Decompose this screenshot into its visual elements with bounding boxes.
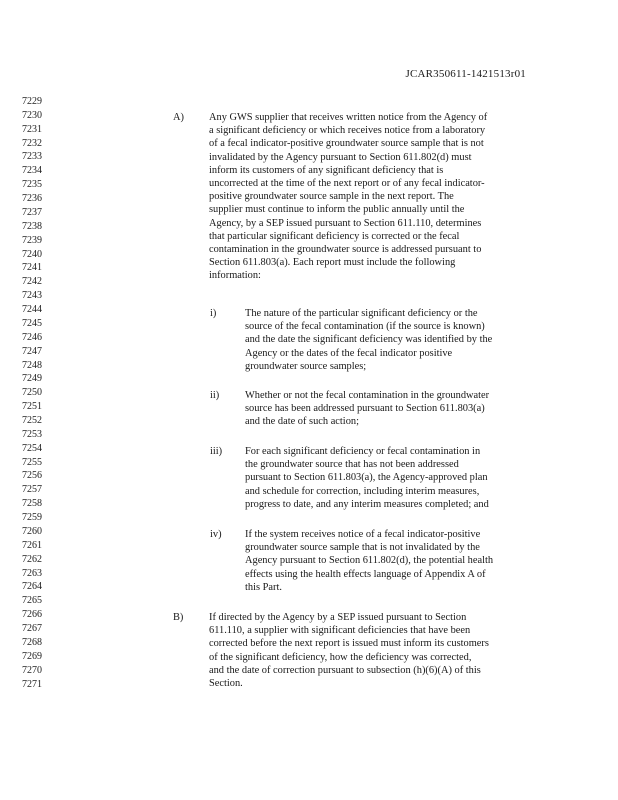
text-line: pursuant to Section 611.803(a), the Agency-approved plan <box>245 472 488 484</box>
text-line: Agency, by a SEP issued pursuant to Section 611.110, determines <box>209 217 482 229</box>
text-line: source has been addressed pursuant to Section 611.803(a) <box>245 403 485 415</box>
text-line: that particular significant deficiency is corrected or the fecal <box>209 230 460 242</box>
line-number: 7262 <box>22 553 42 565</box>
text-line: inform its customers of any significant deficiency that is <box>209 164 444 176</box>
line-number: 7233 <box>22 151 42 163</box>
line-number: 7247 <box>22 345 42 357</box>
line-number: 7250 <box>22 387 42 399</box>
text-line: If the system receives notice of a fecal indicator-positive <box>245 529 481 540</box>
line-number: 7239 <box>22 234 42 246</box>
text-line: the groundwater source that has not been addressed <box>245 459 459 471</box>
line-number: 7264 <box>22 581 42 593</box>
line-number: 7241 <box>22 262 42 274</box>
item-label-iv: iv) <box>210 529 222 540</box>
line-number: 7267 <box>22 623 42 635</box>
line-number: 7265 <box>22 595 42 607</box>
item-label-ii: ii) <box>210 390 220 401</box>
line-number: 7254 <box>22 442 42 454</box>
text-line: progress to date, and any interim measures completed; and <box>245 498 489 510</box>
line-number: 7256 <box>22 470 42 482</box>
section-label-a: A) <box>173 112 184 123</box>
text-line: information: <box>209 270 261 282</box>
text-line: Agency pursuant to Section 611.802(d), the potential health <box>245 555 494 567</box>
line-number: 7257 <box>22 484 42 496</box>
text-line: uncorrected at the time of the next report or of any fecal indicator- <box>209 177 485 189</box>
text-line: of the significant deficiency, how the deficiency was corrected, <box>209 651 472 663</box>
section-label-b: B) <box>173 612 184 623</box>
text-line: corrected before the next report is issued must inform its customers <box>209 638 489 650</box>
line-number: 7243 <box>22 290 42 302</box>
text-line: Any GWS supplier that receives written notice from the Agency of <box>209 112 488 123</box>
line-number: 7231 <box>22 123 42 135</box>
line-number: 7266 <box>22 609 42 621</box>
line-number: 7271 <box>22 678 42 690</box>
text-line: positive groundwater source sample in the next report. The <box>209 191 454 203</box>
item-label-i: i) <box>210 308 217 319</box>
line-number: 7252 <box>22 415 42 426</box>
line-number: 7236 <box>22 193 42 205</box>
line-number: 7261 <box>22 539 42 551</box>
line-number: 7263 <box>22 567 42 579</box>
line-number: 7269 <box>22 650 42 662</box>
item-ii-text <box>245 389 489 429</box>
text-line: contamination in the groundwater source is addressed pursuant to <box>209 243 482 255</box>
text-line: groundwater source samples; <box>245 360 367 372</box>
section-a-text <box>209 111 487 282</box>
line-number: 7244 <box>22 304 42 316</box>
text-line: a significant deficiency or which receives notice from a laboratory <box>209 125 486 137</box>
item-i-text <box>245 307 492 373</box>
text-line: groundwater source sample that is not invalidated by the <box>245 542 480 554</box>
line-number: 7255 <box>22 456 42 468</box>
text-line: and the date of such action; <box>245 416 359 428</box>
line-number: 7249 <box>22 373 42 385</box>
text-line: Whether or not the fecal contamination in the groundwater <box>245 390 490 401</box>
line-number: 7237 <box>22 206 42 218</box>
line-number: 7235 <box>22 179 42 191</box>
line-number: 7234 <box>22 165 42 177</box>
text-line: and the date of correction pursuant to subsection (h)(6)(A) of this <box>209 664 481 676</box>
document-id-header: JCAR350611-1421513r01 <box>405 68 526 80</box>
item-iii-text <box>245 445 489 511</box>
item-label-iii: iii) <box>210 446 223 457</box>
line-number: 7242 <box>22 276 42 288</box>
text-line: effects using the health effects language of Appendix A of <box>245 568 486 580</box>
line-number: 7253 <box>22 428 42 440</box>
line-number: 7230 <box>22 109 42 121</box>
text-line: supplier must continue to inform the public annually until the <box>209 204 465 216</box>
text-line: 611.110, a supplier with significant deficiencies that have been <box>209 625 471 637</box>
text-line: of a fecal indicator-positive groundwater source sample that is not <box>209 138 484 150</box>
text-line: and the date the significant deficiency was identified by the <box>245 334 493 346</box>
line-number: 7245 <box>22 317 42 329</box>
line-number: 7259 <box>22 512 42 524</box>
line-number: 7246 <box>22 331 42 343</box>
line-number: 7251 <box>22 401 42 413</box>
line-number: 7268 <box>22 636 42 648</box>
line-number: 7258 <box>22 498 42 510</box>
line-number: 7240 <box>22 248 42 260</box>
text-line: invalidated by the Agency pursuant to Section 611.802(d) must <box>209 151 472 163</box>
section-b-text <box>209 611 489 690</box>
line-number: 7229 <box>22 96 42 107</box>
line-number: 7238 <box>22 220 42 232</box>
text-line: source of the fecal contamination (if the source is known) <box>245 321 485 333</box>
line-number: 7232 <box>22 137 42 149</box>
text-line: this Part. <box>245 581 282 593</box>
line-number: 7270 <box>22 664 42 676</box>
item-iv-text <box>245 528 493 594</box>
text-line: For each significant deficiency or fecal contamination in <box>245 446 481 457</box>
text-line: The nature of the particular significant deficiency or the <box>245 308 478 319</box>
text-line: Agency or the dates of the fecal indicator positive <box>245 347 453 359</box>
text-line: Section 611.803(a). Each report must include the following <box>209 257 456 269</box>
line-number: 7260 <box>22 525 42 537</box>
line-number: 7248 <box>22 359 42 371</box>
text-line: and schedule for correction, including interim measures, <box>245 485 480 497</box>
text-line: Section. <box>209 677 243 689</box>
text-line: If directed by the Agency by a SEP issued pursuant to Section <box>209 612 467 623</box>
